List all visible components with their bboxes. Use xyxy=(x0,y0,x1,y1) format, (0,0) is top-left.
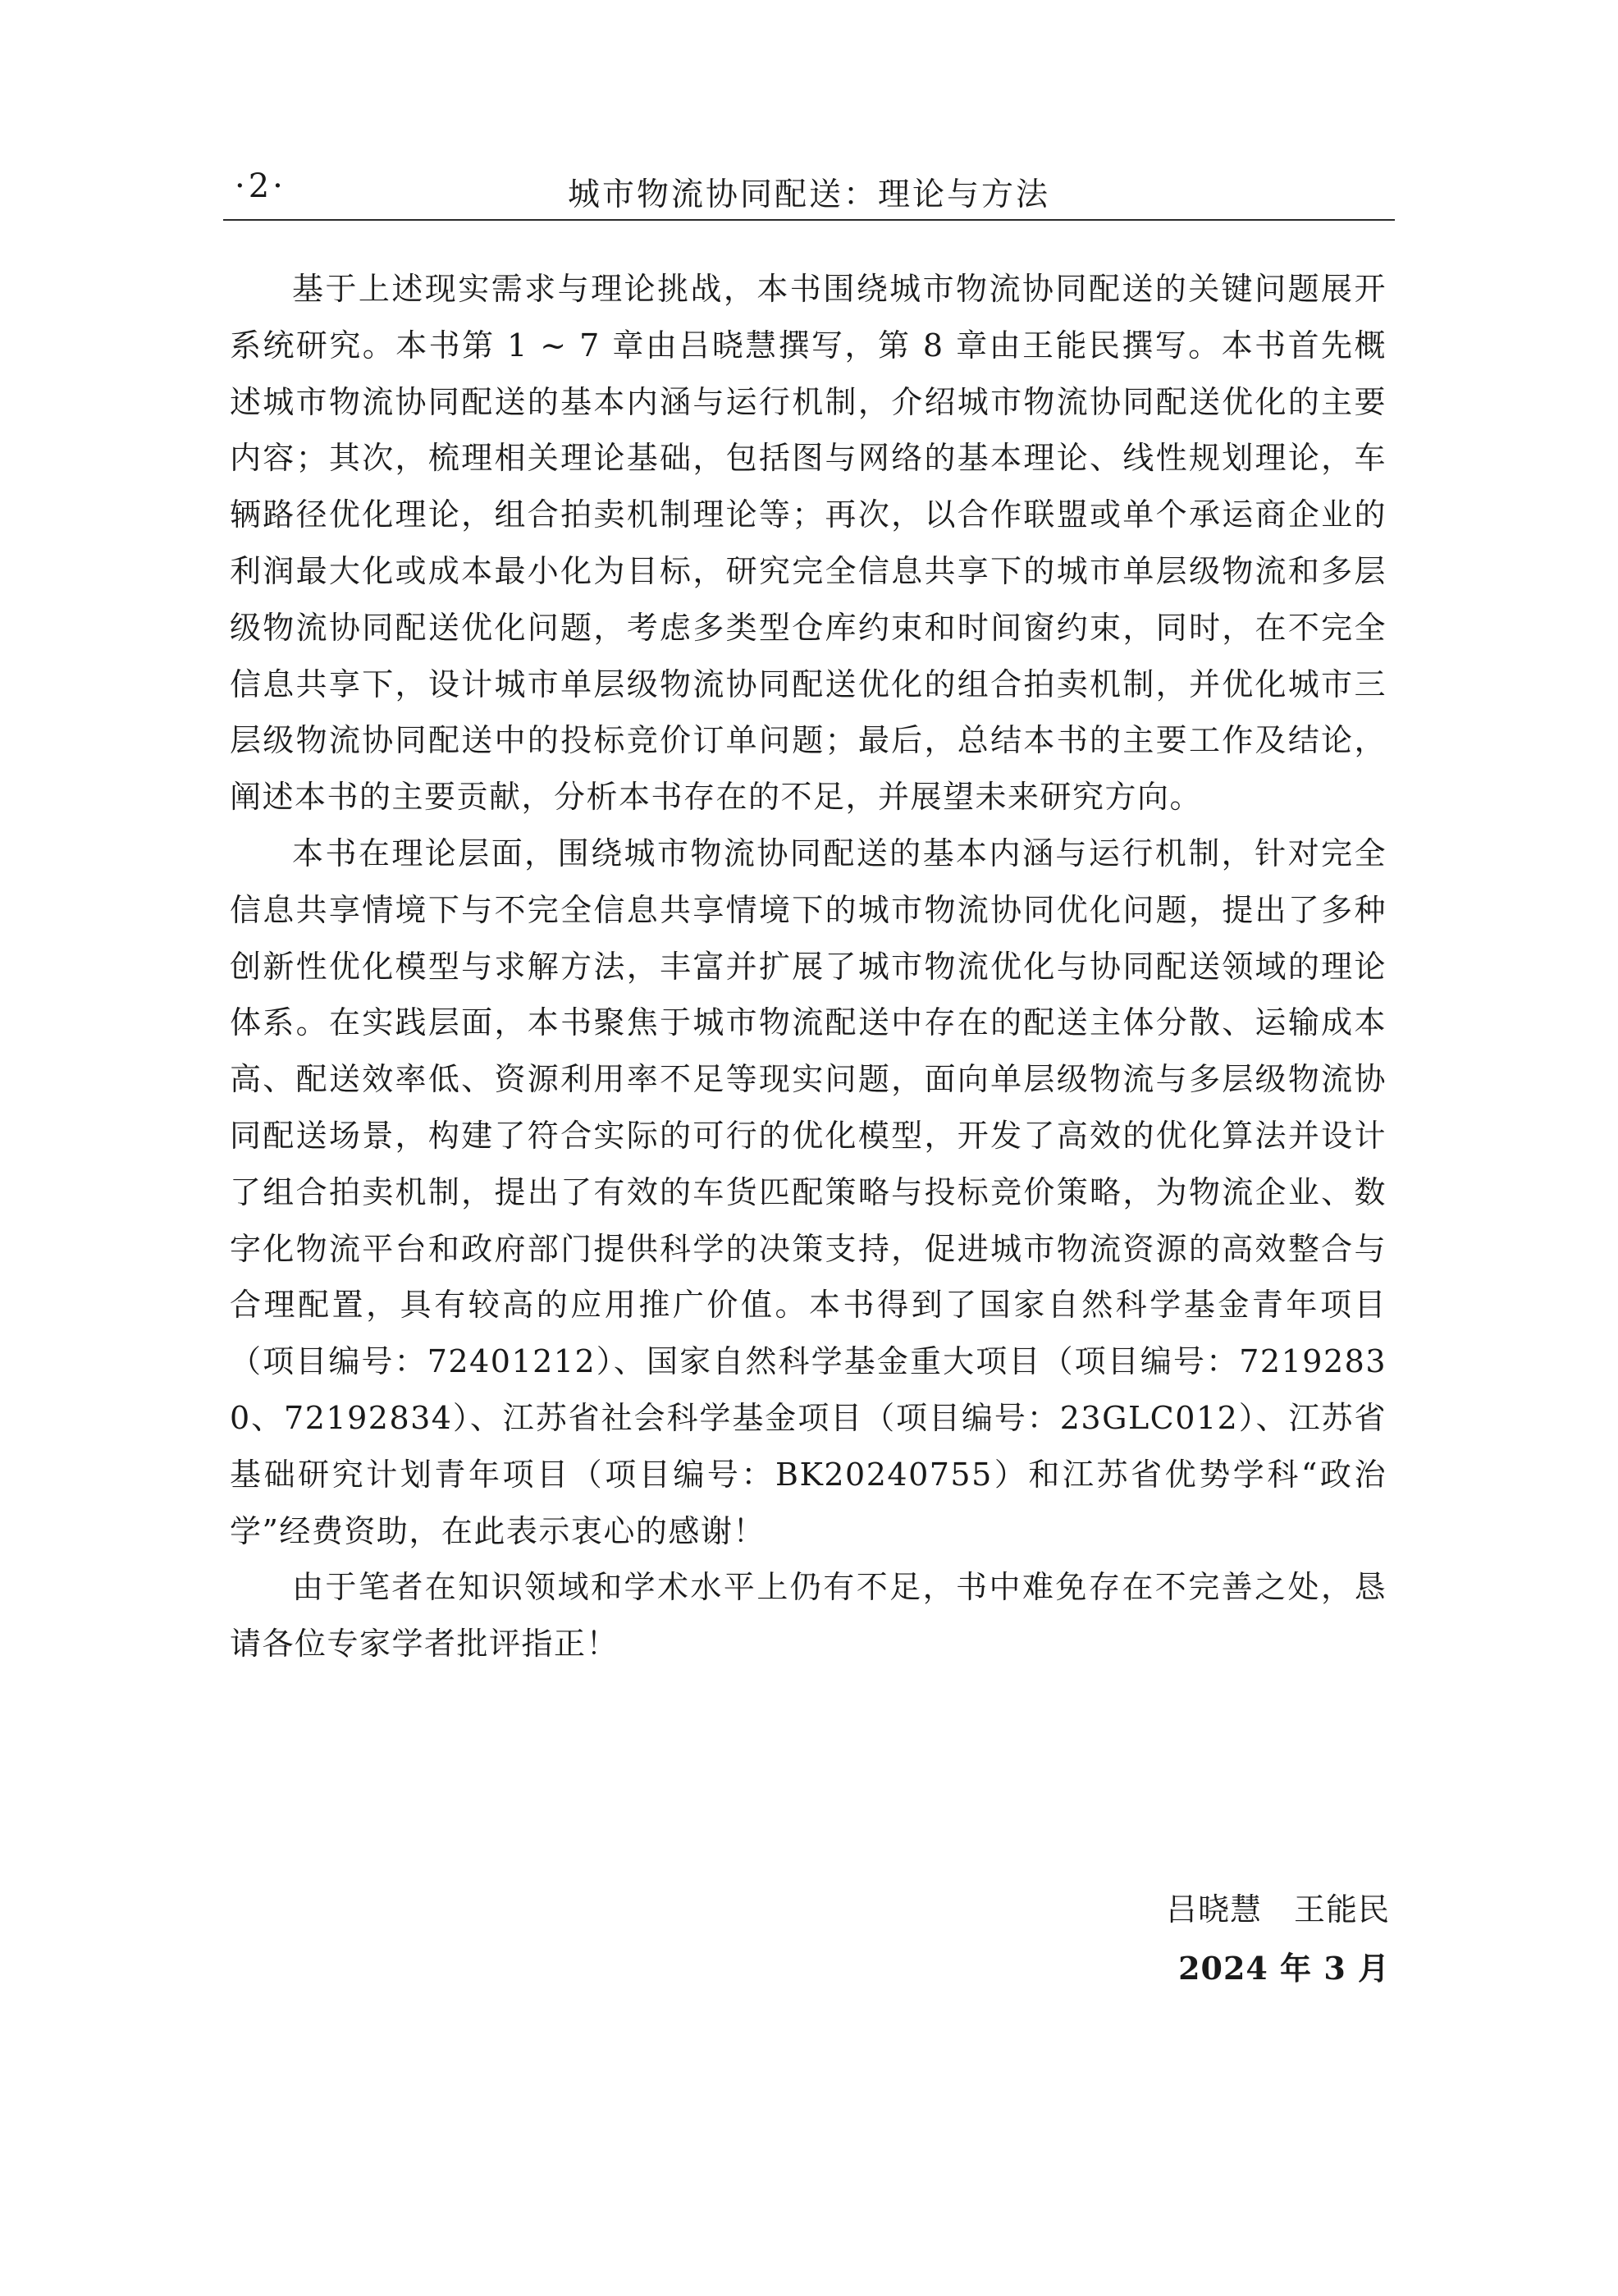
body-text xyxy=(230,261,1387,1672)
running-title: 城市物流协同配送：理论与方法 xyxy=(567,176,1050,213)
paragraph-contributions-and-funding: 本书在理论层面，围绕城市物流协同配送的基本内涵与运行机制，针对完全信息共享情境下与不完全信息共享情境下的城市物流协同优化问题，提出了多种创新性优化模型与求解方法，丰富并扩展了城市物流优化与协同配送领域的理论体系。在实践层面，本书聚焦于城市物流配送中存在的配送主体分散、运输成本高、配送效率低、资源利用率不足等现实问题，面向单层级物流与多层级物流协同配送场景，构建了符合实际的可行的优化模型，开发了高效的优化算法并设计了组合拍卖机制，提出了有效的车货匹配策略与投标竞价策略，为物流企业、数字化物流平台和政府部门提供科学的决策支持，促进城市物流资源的高效整合与合理配置，具有较高的应用推广价值。本书得到了国家自然科学基金青年项目（项目编号：72401212）、国家自然科学基金重大项目（项目编号：72192830、72192834）、江苏省社会科学基金项目（项目编号：23GLC012）、江苏省基础研究计划青年项目（项目编号：BK20240755）和江苏省优势学科“政治学”经费资助，在此表示衷心的感谢！ xyxy=(230,835,1387,1549)
signature-block xyxy=(1166,1880,1390,1998)
header-rule xyxy=(223,219,1395,221)
paragraph-closing-remarks: 由于笔者在知识领域和学术水平上仍有不足，书中难免存在不完善之处，恳请各位专家学者批评指正！ xyxy=(230,1569,1387,1663)
page-number: ·2· xyxy=(235,167,286,205)
paragraph-research-overview: 基于上述现实需求与理论挑战，本书围绕城市物流协同配送的关键问题展开系统研究。本书第 1 ~ 7 章由吕晓慧撰写，第 8 章由王能民撰写。本书首先概述城市物流协同配送的基本内涵与运行机制，介绍城市物流协同配送优化的主要内容；其次，梳理相关理论基础，包括图与网络的基本理论、线性规划理论，车辆路径优化理论，组合拍卖机制理论等；再次，以合作联盟或单个承运商企业的利润最大化或成本最小化为目标，研究完全信息共享下的城市单层级物流和多层级物流协同配送优化问题，考虑多类型仓库约束和时间窗约束，同时，在不完全信息共享下，设计城市单层级物流协同配送优化的组合拍卖机制，并优化城市三层级物流协同配送中的投标竞价订单问题；最后，总结本书的主要工作及结论，阐述本书的主要贡献，分析本书存在的不足，并展望未来研究方向。 xyxy=(230,271,1387,816)
signature-date: 2024 年 3 月 xyxy=(1178,1950,1390,1987)
author-names: 吕晓慧 王能民 xyxy=(1165,1891,1390,1928)
page-header xyxy=(223,156,1395,222)
